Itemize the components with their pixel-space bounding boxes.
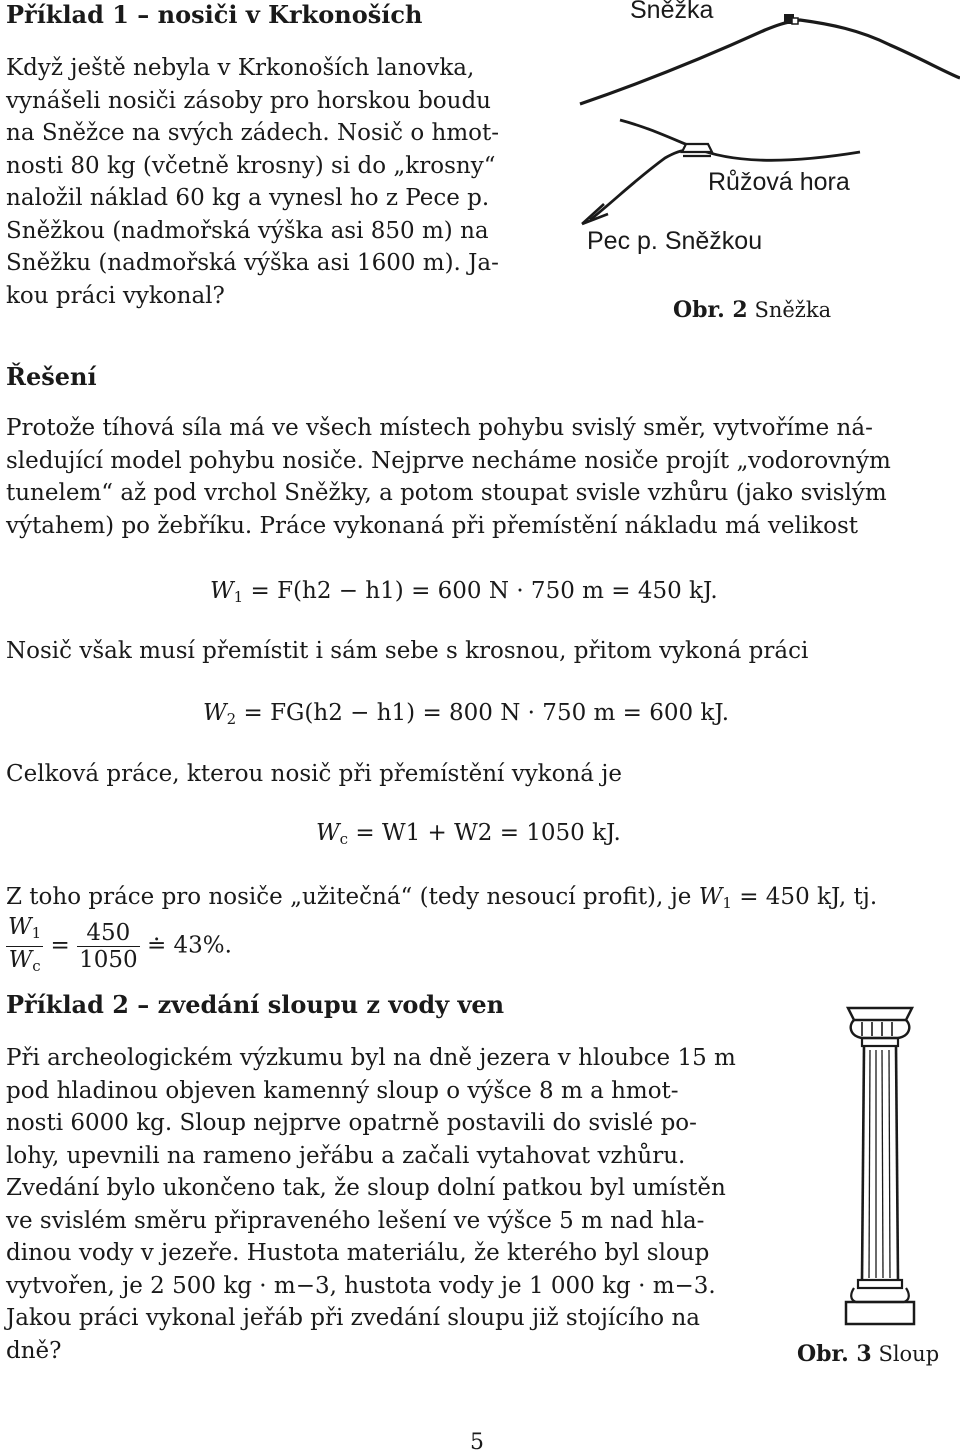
text-line: vynášeli nosiči zásoby pro horskou boudu xyxy=(6,87,491,114)
solution-paragraph-1 xyxy=(6,412,954,542)
column-illustration xyxy=(820,990,940,1340)
example2-problem xyxy=(6,1042,746,1367)
snezka-figure xyxy=(560,0,960,300)
solution-paragraph-4: Z toho práce pro nosiče „užitečná“ (tedy nesoucí profit), je $W_1 = 450$ kJ, tj. xyxy=(6,884,878,912)
text-line: dinou vody v jezeře. Hustota materiálu, že kterého byl sloup xyxy=(6,1240,710,1266)
text-line: naložil náklad 60 kg a vynesl ho z Pece p. xyxy=(6,185,490,211)
text-line: Při archeologickém výzkumu byl na dně jezera v hloubce 15 m xyxy=(6,1045,736,1071)
text-line: tunelem“ až pod vrchol Sněžky, a potom stoupat svisle vzhůru (jako svislým xyxy=(6,480,887,506)
ratio-denominator: 1050 xyxy=(79,947,138,973)
text-line: Sněžkou (nadmořská výška asi 850 m) na xyxy=(6,217,489,244)
text-line: pod hladinou objeven kamenný sloup o výšce 8 m a hmot- xyxy=(6,1077,679,1104)
text-line: nosti 6000 kg. Sloup nejprve opatrně postavili do svislé po- xyxy=(6,1110,697,1136)
caption-text: Sloup xyxy=(878,1342,940,1366)
ratio-right-fraction xyxy=(77,920,140,973)
ratio-left-fraction: $\frac{W_1}{W_c}$ xyxy=(8,914,42,975)
text-line: dně? xyxy=(6,1337,62,1364)
page-number: 5 xyxy=(470,1430,484,1455)
text-line: na Sněžce na svých zádech. Nosič o hmot- xyxy=(6,120,500,146)
figure3-caption xyxy=(797,1341,939,1367)
column-figure xyxy=(820,990,940,1340)
text-line: Když ještě nebyla v Krkonoších lanovka, xyxy=(6,55,475,81)
figure2-caption xyxy=(673,297,831,323)
equation-2-rest: = FG(h2 − h1) = 800 N · 750 m = 600 kJ. xyxy=(243,700,730,726)
ratio-result: ≐ 43%. xyxy=(146,932,232,959)
text-line: lohy, upevnili na rameno jeřábu a začali vytahovat vzhůru. xyxy=(6,1142,686,1169)
paragraph-4-end: = 450 kJ, tj. xyxy=(739,884,878,910)
label-pec: Pec p. Sněžkou xyxy=(587,227,763,255)
solution-paragraph-3: Celková práce, kterou nosič při přemístění vykoná je xyxy=(6,761,623,787)
label-snezka: Sněžka xyxy=(630,0,714,24)
text-line: nosti 80 kg (včetně krosny) si do „krosny“ xyxy=(6,152,496,179)
example2-title: Příklad 2 – zvedání sloupu z vody ven xyxy=(6,990,505,1019)
equation-1-rest: = F(h2 − h1) = 600 N · 750 m = 450 kJ. xyxy=(250,578,718,604)
text-line: kou práci vykonal? xyxy=(6,282,225,309)
equation-3-rest: = W1 + W2 = 1050 kJ. xyxy=(355,820,621,846)
solution-paragraph-2: Nosič však musí přemístit i sám sebe s krosnou, přitom vykoná práci xyxy=(6,638,809,664)
text-line: výtahem) po žebříku. Práce vykonaná při přemístění nákladu má velikost xyxy=(6,512,859,539)
text-line: vytvořen, je 2 500 kg · m−3, hustota vody je 1 000 kg · m−3. xyxy=(6,1272,716,1299)
text-line: ve svislém směru připraveného lešení ve výšce 5 m nad hla- xyxy=(6,1207,705,1234)
text-line: Jakou práci vykonal jeřáb při zvedání sloupu již stojícího na xyxy=(6,1305,700,1331)
label-ruzova-hora: Růžová hora xyxy=(708,168,850,196)
caption-prefix: Obr. 2 xyxy=(673,297,748,323)
text-line: Zvedání bylo ukončeno tak, že sloup dolní patkou byl umístěn xyxy=(6,1175,726,1201)
equation-3: $W_c = W1 + W2 = 1050$ kJ. xyxy=(316,820,621,848)
paragraph-4-start: Z toho práce pro nosiče „užitečná“ (tedy nesoucí profit), je xyxy=(6,884,692,910)
text-line: sledující model pohybu nosiče. Nejprve necháme nosiče projít „vodorovným xyxy=(6,447,891,474)
equation-2: $W_2 = FG(h2 - h1) = 800$ N · 750 m = 600 kJ. xyxy=(203,700,730,728)
equation-1: $W_1 = F(h2 - h1) = 600$ N · 750 m = 450 kJ. xyxy=(210,578,718,606)
example1-title: Příklad 1 – nosiči v Krkonoších xyxy=(6,0,423,29)
caption-prefix: Obr. 3 xyxy=(797,1341,872,1367)
text-line: Protože tíhová síla má ve všech místech pohybu svislý směr, vytvoříme ná- xyxy=(6,415,873,441)
solution-heading: Řešení xyxy=(6,362,97,391)
ratio-expression: $\frac{W_1}{W_c}$ = $\frac{450}{1050}$ ≐ 43%. xyxy=(6,914,232,979)
text-line: Sněžku (nadmořská výška asi 1600 m). Ja- xyxy=(6,250,499,276)
example1-problem xyxy=(6,52,521,312)
caption-text: Sněžka xyxy=(754,298,832,322)
ratio-numerator: 450 xyxy=(77,920,140,947)
